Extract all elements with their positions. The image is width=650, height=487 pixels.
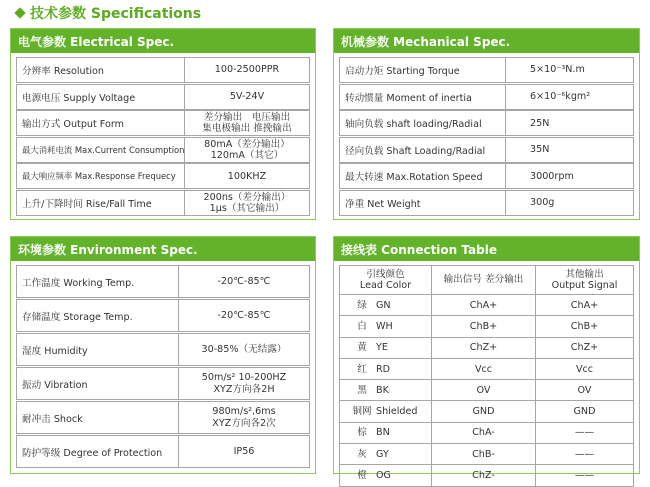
electrical-spec-value-line: 100-2500PPR bbox=[214, 64, 280, 76]
mechanical-spec-value bbox=[506, 58, 633, 82]
electrical-spec-label: 最大响应频率 Max.Response Frequecy bbox=[17, 164, 185, 188]
mechanical-spec-value bbox=[506, 164, 633, 188]
connection-row bbox=[339, 401, 634, 422]
lead-color-en: BK bbox=[376, 384, 389, 396]
other-output-cell: ChA+ bbox=[570, 299, 599, 311]
mechanical-spec-row bbox=[339, 190, 634, 216]
other-output-cell: Vcc bbox=[575, 363, 594, 375]
differential-signal-cell: ChA+ bbox=[432, 295, 536, 315]
column-header-line: Lead Color bbox=[359, 280, 412, 291]
connection-table bbox=[339, 265, 634, 487]
differential-signal-cell: GND bbox=[432, 401, 536, 421]
lead-color-cn: 棕 bbox=[357, 427, 367, 439]
electrical-spec-value bbox=[185, 58, 309, 82]
environment-spec-panel bbox=[10, 236, 316, 474]
connection-table-panel bbox=[333, 236, 640, 481]
lead-color-en: RD bbox=[376, 363, 391, 375]
page-title-text: 技术参数 Specifications bbox=[30, 6, 202, 22]
electrical-spec-value-line: 120mA（其它） bbox=[210, 149, 284, 161]
differential-signal-cell: OV bbox=[432, 380, 536, 400]
environment-spec-header: 环境参数 Environment Spec. bbox=[11, 237, 315, 261]
electrical-spec-value bbox=[185, 85, 309, 109]
mechanical-spec-value-line: 25N bbox=[530, 117, 550, 129]
connection-table-header-row bbox=[339, 265, 634, 295]
electrical-spec-row bbox=[16, 137, 310, 163]
lead-color-en: GN bbox=[376, 299, 391, 311]
environment-spec-label: 耐冲击 Shock bbox=[17, 402, 179, 433]
electrical-spec-row bbox=[16, 57, 310, 83]
other-output-cell: —— bbox=[574, 470, 595, 481]
mechanical-spec-value-line: 5×10⁻³N.m bbox=[530, 64, 585, 76]
environment-spec-value bbox=[179, 266, 309, 297]
environment-spec-value-line: 980m/s²,6ms bbox=[212, 406, 276, 418]
differential-signal-cell: ChB- bbox=[432, 444, 536, 464]
mechanical-spec-value-line: 35N bbox=[530, 144, 550, 156]
mechanical-spec-value-line: 3000rpm bbox=[530, 170, 574, 182]
lead-color-cn: 黑 bbox=[357, 384, 367, 396]
environment-spec-value bbox=[179, 402, 309, 433]
electrical-spec-value-line: 集电极输出 推挽输出 bbox=[202, 123, 292, 135]
mechanical-spec-value bbox=[506, 85, 633, 109]
page-title bbox=[14, 3, 201, 23]
electrical-spec-row bbox=[16, 163, 310, 189]
column-header bbox=[536, 266, 633, 294]
environment-spec-label: 湿度 Humidity bbox=[17, 334, 179, 365]
column-header-line: 其他输出 bbox=[565, 268, 604, 280]
lead-color-cn: 铜网 bbox=[352, 406, 372, 418]
connection-row bbox=[339, 380, 634, 401]
mechanical-spec-row bbox=[339, 163, 634, 189]
mechanical-spec-label: 轴向负载 shaft loading/Radial bbox=[340, 111, 506, 135]
lead-color-cell bbox=[340, 401, 432, 421]
lead-color-cell bbox=[340, 359, 432, 379]
lead-color-cell bbox=[340, 423, 432, 443]
electrical-spec-value bbox=[185, 138, 309, 162]
lead-color-cell bbox=[340, 295, 432, 315]
lead-color-cell bbox=[340, 465, 432, 485]
environment-spec-row bbox=[16, 333, 310, 366]
lead-color-cn: 黄 bbox=[357, 342, 367, 354]
electrical-spec-panel bbox=[10, 28, 316, 220]
mechanical-spec-row bbox=[339, 84, 634, 110]
lead-color-en: OG bbox=[376, 470, 391, 481]
environment-spec-value-line: -20℃-85℃ bbox=[217, 309, 271, 321]
environment-spec-label: 振动 Vibration bbox=[17, 368, 179, 399]
connection-row bbox=[339, 295, 634, 316]
electrical-spec-row bbox=[16, 190, 310, 216]
other-output-cell: —— bbox=[574, 427, 595, 439]
mechanical-spec-row bbox=[339, 110, 634, 136]
connection-row bbox=[339, 423, 634, 444]
mechanical-spec-row bbox=[339, 57, 634, 83]
connection-row bbox=[339, 359, 634, 380]
differential-signal-cell: Vcc bbox=[432, 359, 536, 379]
lead-color-cn: 橙 bbox=[357, 470, 367, 481]
mechanical-spec-value bbox=[506, 191, 633, 215]
electrical-spec-label: 输出方式 Output Form bbox=[17, 111, 185, 135]
connection-row bbox=[339, 444, 634, 465]
connection-row bbox=[339, 465, 634, 486]
lead-color-cell bbox=[340, 380, 432, 400]
environment-spec-row bbox=[16, 401, 310, 434]
lead-color-en: BN bbox=[376, 427, 390, 439]
lead-color-cn: 灰 bbox=[357, 448, 367, 460]
environment-spec-value-line: 30-85%（无结露） bbox=[201, 343, 287, 355]
lead-color-cell bbox=[340, 338, 432, 358]
differential-signal-cell: ChB+ bbox=[432, 316, 536, 336]
connection-row bbox=[339, 338, 634, 359]
differential-signal-cell: ChA- bbox=[432, 423, 536, 443]
environment-spec-value bbox=[179, 300, 309, 331]
lead-color-cell bbox=[340, 444, 432, 464]
electrical-spec-row bbox=[16, 110, 310, 136]
environment-spec-value bbox=[179, 436, 309, 467]
electrical-spec-value-line: 差分输出 电压输出 bbox=[203, 112, 291, 124]
mechanical-spec-label: 径向负载 Shaft Loading/Radial bbox=[340, 138, 506, 162]
electrical-spec-value-line: 5V-24V bbox=[229, 91, 265, 103]
environment-spec-row bbox=[16, 265, 310, 298]
mechanical-spec-label: 转动惯量 Moment of inertia bbox=[340, 85, 506, 109]
lead-color-cn: 白 bbox=[357, 320, 367, 332]
column-header-line: Output Signal bbox=[551, 280, 618, 291]
other-output-cell: GND bbox=[573, 406, 596, 418]
electrical-spec-label: 电源电压 Supply Voltage bbox=[17, 85, 185, 109]
other-output-cell: OV bbox=[577, 384, 592, 396]
column-header-line: 输出信号 差分输出 bbox=[443, 274, 524, 286]
electrical-spec-row bbox=[16, 84, 310, 110]
mechanical-spec-label: 净重 Net Weight bbox=[340, 191, 506, 215]
lead-color-en: WH bbox=[376, 320, 393, 332]
lead-color-en: Shielded bbox=[376, 406, 418, 418]
connection-row bbox=[339, 316, 634, 337]
mechanical-spec-row bbox=[339, 137, 634, 163]
diamond-icon bbox=[14, 7, 25, 18]
mechanical-spec-value-line: 6×10⁻⁶kgm² bbox=[530, 91, 591, 103]
mechanical-spec-value bbox=[506, 138, 633, 162]
environment-spec-value bbox=[179, 368, 309, 399]
electrical-spec-label: 最大消耗电流 Max.Current Consumption bbox=[17, 138, 185, 162]
electrical-spec-header: 电气参数 Electrical Spec. bbox=[11, 29, 315, 53]
environment-spec-value-line: IP56 bbox=[233, 445, 255, 457]
electrical-spec-value-line: 1μs（其它输出） bbox=[209, 203, 285, 214]
electrical-spec-value bbox=[185, 111, 309, 135]
mechanical-spec-header: 机械参数 Mechanical Spec. bbox=[334, 29, 639, 53]
differential-signal-cell: ChZ+ bbox=[432, 338, 536, 358]
column-header bbox=[432, 266, 536, 294]
environment-spec-row bbox=[16, 299, 310, 332]
environment-spec-value-line: -20℃-85℃ bbox=[217, 275, 271, 287]
environment-spec-value-line: XYZ方向各2H bbox=[213, 383, 275, 395]
environment-spec-value-line: XYZ方向各2次 bbox=[212, 417, 276, 429]
environment-spec-value-line: 50m/s² 10-200HZ bbox=[201, 372, 287, 384]
mechanical-spec-label: 最大转速 Max.Rotation Speed bbox=[340, 164, 506, 188]
lead-color-cell bbox=[340, 316, 432, 336]
lead-color-en: YE bbox=[376, 342, 388, 354]
lead-color-cn: 红 bbox=[357, 363, 367, 375]
mechanical-spec-value bbox=[506, 111, 633, 135]
column-header bbox=[340, 266, 432, 294]
electrical-spec-label: 上升/下降时间 Rise/Fall Time bbox=[17, 191, 185, 215]
electrical-spec-value bbox=[185, 191, 309, 215]
column-header-line: 引线颜色 bbox=[366, 268, 405, 280]
lead-color-cn: 绿 bbox=[357, 299, 367, 311]
mechanical-spec-panel bbox=[333, 28, 640, 220]
environment-spec-value bbox=[179, 334, 309, 365]
connection-table-header: 接线表 Connection Table bbox=[334, 237, 639, 261]
mechanical-spec-value-line: 300g bbox=[530, 197, 555, 209]
electrical-spec-value-line: 200ns（差分输出） bbox=[203, 191, 291, 203]
electrical-spec-value-line: 80mA（差分输出） bbox=[204, 138, 290, 150]
environment-spec-label: 工作温度 Working Temp. bbox=[17, 266, 179, 297]
other-output-cell: —— bbox=[574, 448, 595, 460]
electrical-spec-value-line: 100KHZ bbox=[227, 170, 267, 182]
other-output-cell: ChZ+ bbox=[570, 342, 599, 354]
other-output-cell: ChB+ bbox=[570, 320, 599, 332]
electrical-spec-label: 分辨率 Resolution bbox=[17, 58, 185, 82]
environment-spec-label: 存储温度 Storage Temp. bbox=[17, 300, 179, 331]
environment-spec-row bbox=[16, 435, 310, 468]
lead-color-en: GY bbox=[376, 448, 389, 460]
electrical-spec-value bbox=[185, 164, 309, 188]
environment-spec-label: 防护等级 Degree of Protection bbox=[17, 436, 179, 467]
environment-spec-row bbox=[16, 367, 310, 400]
differential-signal-cell: ChZ- bbox=[432, 465, 536, 485]
mechanical-spec-label: 启动力矩 Starting Torque bbox=[340, 58, 506, 82]
